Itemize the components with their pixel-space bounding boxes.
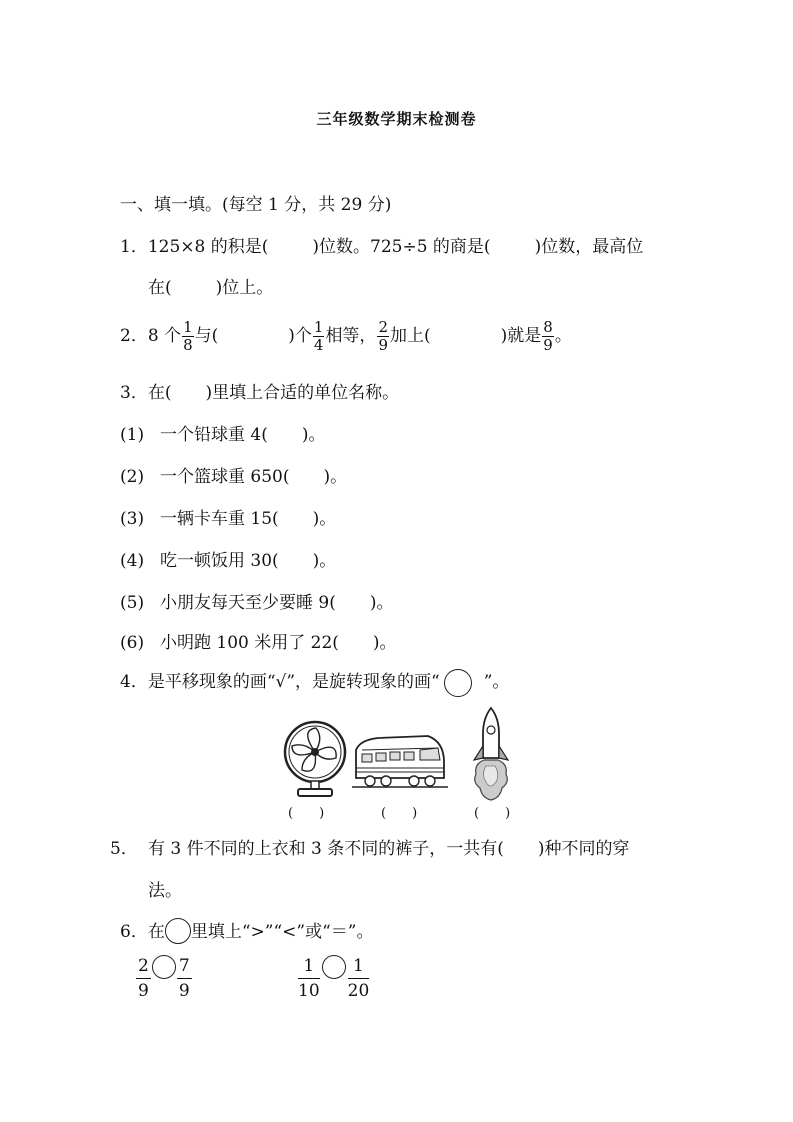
- question-6-stem: 6．在 里填上“>”“<”或“＝”。: [120, 918, 373, 946]
- fraction: $\frac{2}{9}$: [138, 956, 149, 1001]
- fraction: $\frac{1}{4}$: [313, 318, 324, 354]
- list-item: (1) 一个铅球重 4( )。: [120, 425, 326, 445]
- list-item: (5) 小朋友每天至少要睡 9( )。: [120, 593, 394, 613]
- answer-parenthesis[interactable]: ( ): [288, 806, 325, 821]
- question-5-line-1: 5． 有 3 件不同的上衣和 3 条不同的裤子，一共有( )种不同的穿: [110, 834, 630, 859]
- comparison-1: [136, 958, 192, 1001]
- question-number: 5．: [110, 839, 138, 859]
- circle-symbol-icon: [444, 669, 472, 697]
- fraction: $\frac{1}{8}$: [183, 318, 193, 354]
- fan-picture: [278, 718, 352, 798]
- question-number: 1．: [120, 237, 148, 257]
- list-item: (4) 吃一顿饭用 30( )。: [120, 551, 337, 571]
- answer-parenthesis[interactable]: ( ): [474, 806, 511, 821]
- list-item: (6) 小明跑 100 米用了 22( )。: [120, 633, 397, 653]
- compare-circle[interactable]: [152, 955, 176, 979]
- fraction: $\frac{7}{9}$: [178, 956, 190, 1001]
- compare-circle[interactable]: [322, 955, 346, 979]
- rocket-picture: [466, 706, 516, 802]
- fraction: $\frac{2}{9}$: [378, 318, 388, 354]
- question-2: 2．8 个 $\frac{1}{8}$ 与( )个 $\frac{1}{4}$ 相等， $\frac{2}{9}$ 加上( )就是 $\frac{8}{9}$ 。: [120, 318, 572, 354]
- page-title: 三年级数学期末检测卷: [316, 110, 477, 128]
- question-3-stem: 3．在( )里填上合适的单位名称。: [120, 383, 400, 403]
- list-item: (3) 一辆卡车重 15( )。: [120, 509, 337, 529]
- question-1-line-1: 1．125×8 的积是( )位数。725÷5 的商是( )位数，最高位: [120, 237, 644, 257]
- list-item: (2) 一个篮球重 650( )。: [120, 467, 348, 487]
- fraction: $\frac{8}{9}$: [543, 318, 553, 354]
- circle-symbol-icon: [165, 918, 191, 944]
- train-picture: [352, 728, 448, 790]
- question-5-line-2: 法。: [148, 881, 182, 901]
- question-4-stem: 4．是平移现象的画“√”，是旋转现象的画“ ”。: [120, 668, 509, 697]
- question-1-line-2: 在( )位上。: [148, 278, 274, 298]
- answer-parenthesis[interactable]: ( ): [381, 806, 418, 821]
- fraction: $\frac{1}{10}$: [298, 956, 320, 1001]
- section-heading: 一、填一填。(每空 1 分，共 29 分): [120, 195, 392, 215]
- question-number: 2．: [120, 326, 148, 346]
- fraction: $\frac{1}{20}$: [347, 956, 370, 1001]
- comparison-2: [298, 958, 369, 1001]
